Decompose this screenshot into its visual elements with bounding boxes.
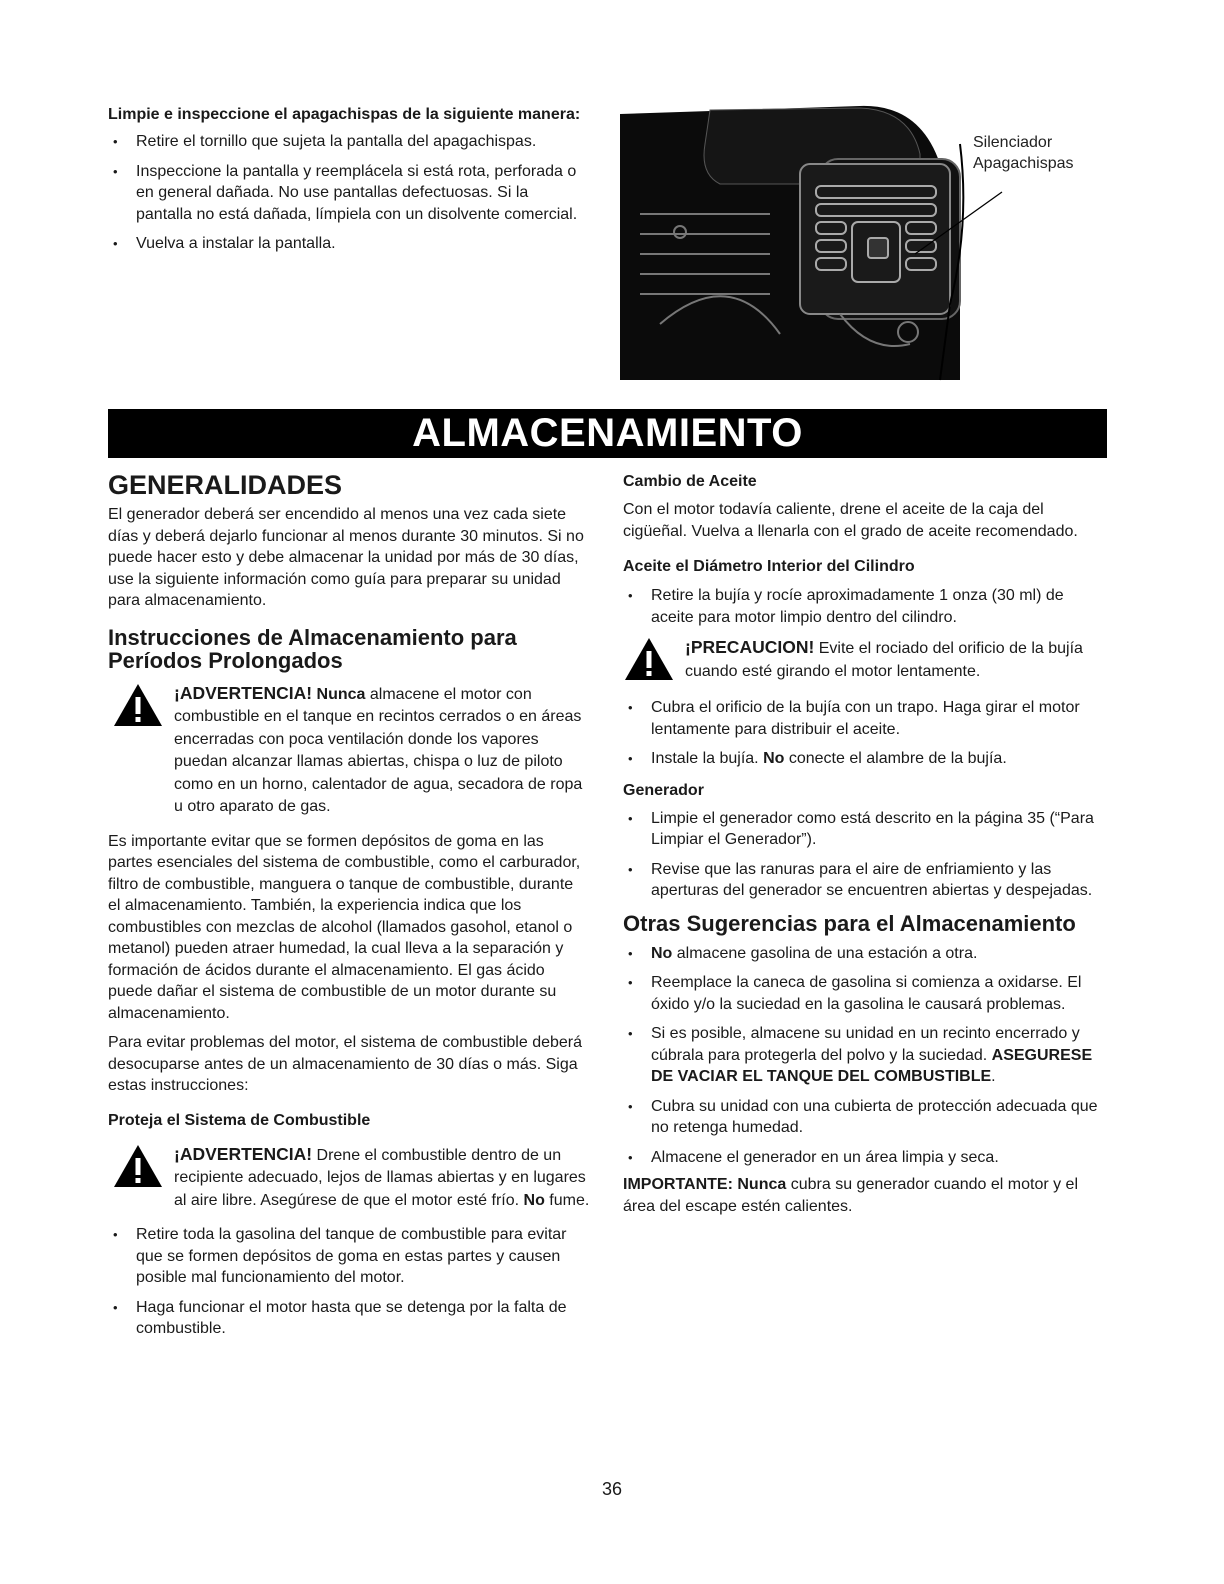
important-emphasis: Nunca <box>737 1176 787 1193</box>
warning-triangle-icon <box>112 682 166 819</box>
list-item: • Almacene el generador en un área limpia y seca. <box>623 1147 1103 1169</box>
spark-arrester-heading: Limpie e inspeccione el apagachispas de la siguiente manera: <box>108 106 581 123</box>
list-item: • Cubra su unidad con una cubierta de protección adecuada que no retenga humedad. <box>623 1096 1103 1139</box>
cylinder-steps <box>623 585 1103 628</box>
warning-text <box>174 682 590 819</box>
warning-label: ¡ADVERTENCIA! <box>174 1143 313 1164</box>
important-text: cubra su generador cuando el motor y el área del escape estén calientes. <box>623 1176 1079 1215</box>
list-item: • Haga funcionar el motor hasta que se detenga por la falta de combustible. <box>108 1297 590 1340</box>
warning-body: Drene el combustible dentro de un recipiente adecuado, lejos de llamas abiertas y en lugares al aire libre. Asegúrese de que el motor esté frío. <box>174 1146 586 1209</box>
warning-body: almacene el motor con combustible en el tanque en recintos cerrados o en áreas encerradas con poca ventilación donde los vapores puedan alcanzar llamas abiertas, chispa o luz de piloto como en un horno, calentador de agua, secadora de ropa u otro aparato de gas. <box>174 685 583 815</box>
fuel-drain-paragraph: Para evitar problemas del motor, el sistema de combustible deberá desocuparse antes de un almacenamiento de 30 días o más. Siga estas instrucciones: <box>108 1034 583 1094</box>
generalities-title: GENERALIDADES <box>108 470 343 500</box>
step-text: Instale la bujía. <box>651 750 764 767</box>
warning-triangle-icon <box>623 636 677 687</box>
step-text-end: conecte el alambre de la bujía. <box>784 750 1007 767</box>
list-item: • Retire el tornillo que sujeta la pantalla del apagachispas. <box>108 131 588 153</box>
tip-end: . <box>991 1068 996 1085</box>
caution-label: ¡PRECAUCION! <box>685 637 815 657</box>
generator-heading: Generador <box>623 781 704 799</box>
warning-triangle-icon <box>112 1143 166 1213</box>
long-storage-title: Instrucciones de Almacenamiento para Períodos Prolongados <box>108 624 517 673</box>
list-item: • Retire toda la gasolina del tanque de combustible para evitar que se formen depósitos de goma en estas partes y causen posible mal funcionamiento del motor. <box>108 1224 590 1289</box>
important-label: IMPORTANTE: <box>623 1176 733 1193</box>
list-item <box>623 1023 1103 1088</box>
caution-text <box>685 636 1103 687</box>
muffler-label: Silenciador <box>973 134 1053 151</box>
spark-arrester-label: Apagachispas <box>973 155 1074 172</box>
warning-end: fume. <box>544 1191 590 1209</box>
list-item <box>623 943 1103 965</box>
tip-emphasis: No <box>651 944 673 962</box>
gum-deposits-paragraph: Es importante evitar que se formen depósitos de goma en las partes esenciales del sistema de combustible, como el carburador, filtro de combustible, manguera o tanque de combustible, durante el almacenamiento. También, la experiencia indica que los combustibles con mezclas de alcohol (llamados gasohol, etanol o metanol) pueden atraer humedad, la cual lleva a la separación y formación de ácidos durante el almacenamiento. El gas ácido puede dañar el sistema de combustible de un motor durante su almacenamiento. <box>108 832 581 1022</box>
spark-arrester-section <box>108 104 588 263</box>
warning-box-fuel <box>108 1143 590 1213</box>
other-tips-title: Otras Sugerencias para el Almacenamiento <box>623 910 1076 936</box>
warning-emphasis: Nunca <box>316 685 366 703</box>
list-item: • Inspeccione la pantalla y reemplácela si está rota, perforada o en general dañada. No use pantallas defectuosas. Si la pantalla no está dañada, límpiela con un disolvente comercial. <box>108 161 588 226</box>
warning-emphasis: No <box>523 1191 545 1209</box>
right-column <box>623 471 1103 1217</box>
list-item: • Reemplace la caneca de gasolina si comienza a oxidarse. El óxido y/o la suciedad en la gasolina le causará problemas. <box>623 972 1103 1015</box>
tip-text: almacene gasolina de una estación a otra. <box>672 944 978 962</box>
section-banner: ALMACENAMIENTO <box>108 409 1107 458</box>
cylinder-heading: Aceite el Diámetro Interior del Cilindro <box>623 558 915 575</box>
warning-box-storage <box>108 682 590 819</box>
caution-body: Evite el rociado del orificio de la bujía cuando esté girando el motor lentamente. <box>685 640 1083 680</box>
left-column <box>108 471 590 1348</box>
fuel-steps <box>108 1224 590 1340</box>
cylinder-steps-cont <box>623 697 1103 770</box>
generalities-intro: El generador deberá ser encendido al menos una vez cada siete días y deberá dejarlo funcionar al menos durante 30 minutos. Si no puede hacer esto y debe almacenar la unidad por más de 30 días, use la siguiente información como guía para preparar su unidad para almacenamiento. <box>108 506 584 609</box>
oil-change-heading: Cambio de Aceite <box>623 473 757 490</box>
list-item: • Limpie el generador como está descrito en la página 35 (“Para Limpiar el Generador”). <box>623 808 1103 851</box>
tip-emphasis: ASEGURESE DE VACIAR EL TANQUE DEL COMBUSTIBLE <box>651 1046 1093 1085</box>
generator-steps <box>623 808 1103 902</box>
caution-box <box>623 636 1103 687</box>
engine-illustration <box>620 104 1100 382</box>
list-item: • Retire la bujía y rocíe aproximadamente 1 onza (30 ml) de aceite para motor limpio dentro del cilindro. <box>623 585 1103 628</box>
important-note <box>623 1174 1103 1217</box>
tip-text: Si es posible, almacene su unidad en un recinto encerrado y cúbrala para protegerla del polvo y la suciedad. <box>651 1025 1080 1064</box>
page-number: 36 <box>601 1479 623 1499</box>
other-tips-list <box>623 943 1103 1169</box>
list-item: • Vuelva a instalar la pantalla. <box>108 233 588 255</box>
spark-arrester-steps <box>108 131 588 255</box>
step-emphasis: No <box>763 750 785 767</box>
warning-label: ¡ADVERTENCIA! <box>174 682 313 703</box>
oil-change-text: Con el motor todavía caliente, drene el aceite de la caja del cigüeñal. Vuelva a llenarla con el grado de aceite recomendado. <box>623 501 1078 540</box>
list-item <box>623 748 1103 770</box>
warning-text <box>174 1143 590 1213</box>
fuel-system-heading: Proteja el Sistema de Combustible <box>108 1111 371 1129</box>
list-item: • Revise que las ranuras para el aire de enfriamiento y las aperturas del generador se encuentren abiertas y despejadas. <box>623 859 1103 902</box>
list-item: • Cubra el orificio de la bujía con un trapo. Haga girar el motor lentamente para distribuir el aceite. <box>623 697 1103 740</box>
